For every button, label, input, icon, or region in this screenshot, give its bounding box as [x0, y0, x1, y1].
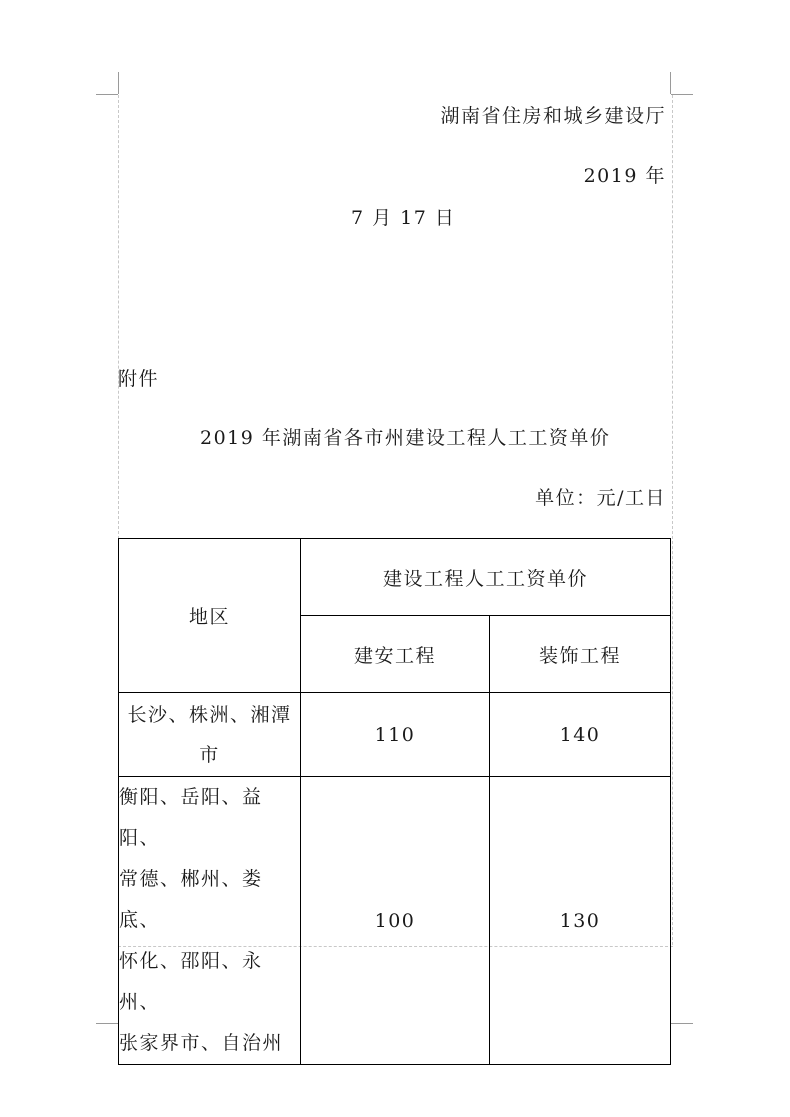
table-header-row: [119, 539, 671, 616]
decoration-value: 140: [490, 693, 671, 777]
region-line: 张家界市、自治州: [119, 1032, 284, 1054]
region-line: 市: [199, 743, 220, 766]
crop-mark: [670, 72, 671, 94]
region-line: 衡阳、岳阳、益阳、: [119, 786, 263, 849]
region-line: 常德、郴州、娄底、: [119, 868, 263, 931]
header-wage-group: 建设工程人工工资单价: [301, 539, 671, 616]
crop-mark: [671, 94, 693, 95]
wage-table: [118, 538, 671, 1065]
unit-label: 单位：元/工日: [535, 487, 666, 509]
issue-date-year: 2019 年: [583, 165, 666, 187]
crop-mark: [96, 1023, 118, 1024]
table-row: [119, 693, 671, 777]
issuer-name: 湖南省住房和城乡建设厅: [440, 105, 666, 127]
region-line: 怀化、邵阳、永州、: [119, 950, 263, 1013]
region-cell: [119, 693, 301, 777]
region-cell: [119, 777, 301, 1065]
construction-value: 100: [301, 777, 490, 1065]
header-decoration: 装饰工程: [490, 616, 671, 693]
crop-mark: [96, 94, 118, 95]
decoration-value: 130: [490, 777, 671, 1065]
header-region: 地区: [119, 539, 301, 693]
text-frame-right: [672, 95, 673, 945]
header-construction: 建安工程: [301, 616, 490, 693]
attachment-title: 2019 年湖南省各市州建设工程人工工资单价: [200, 427, 611, 449]
crop-mark: [118, 72, 119, 94]
table-row: [119, 777, 671, 1065]
crop-mark: [671, 1023, 693, 1024]
attachment-label: 附件: [118, 368, 160, 390]
issue-date-day: 7 月 17 日: [351, 207, 456, 229]
region-line: 长沙、株洲、湘潭: [127, 703, 292, 726]
construction-value: 110: [301, 693, 490, 777]
